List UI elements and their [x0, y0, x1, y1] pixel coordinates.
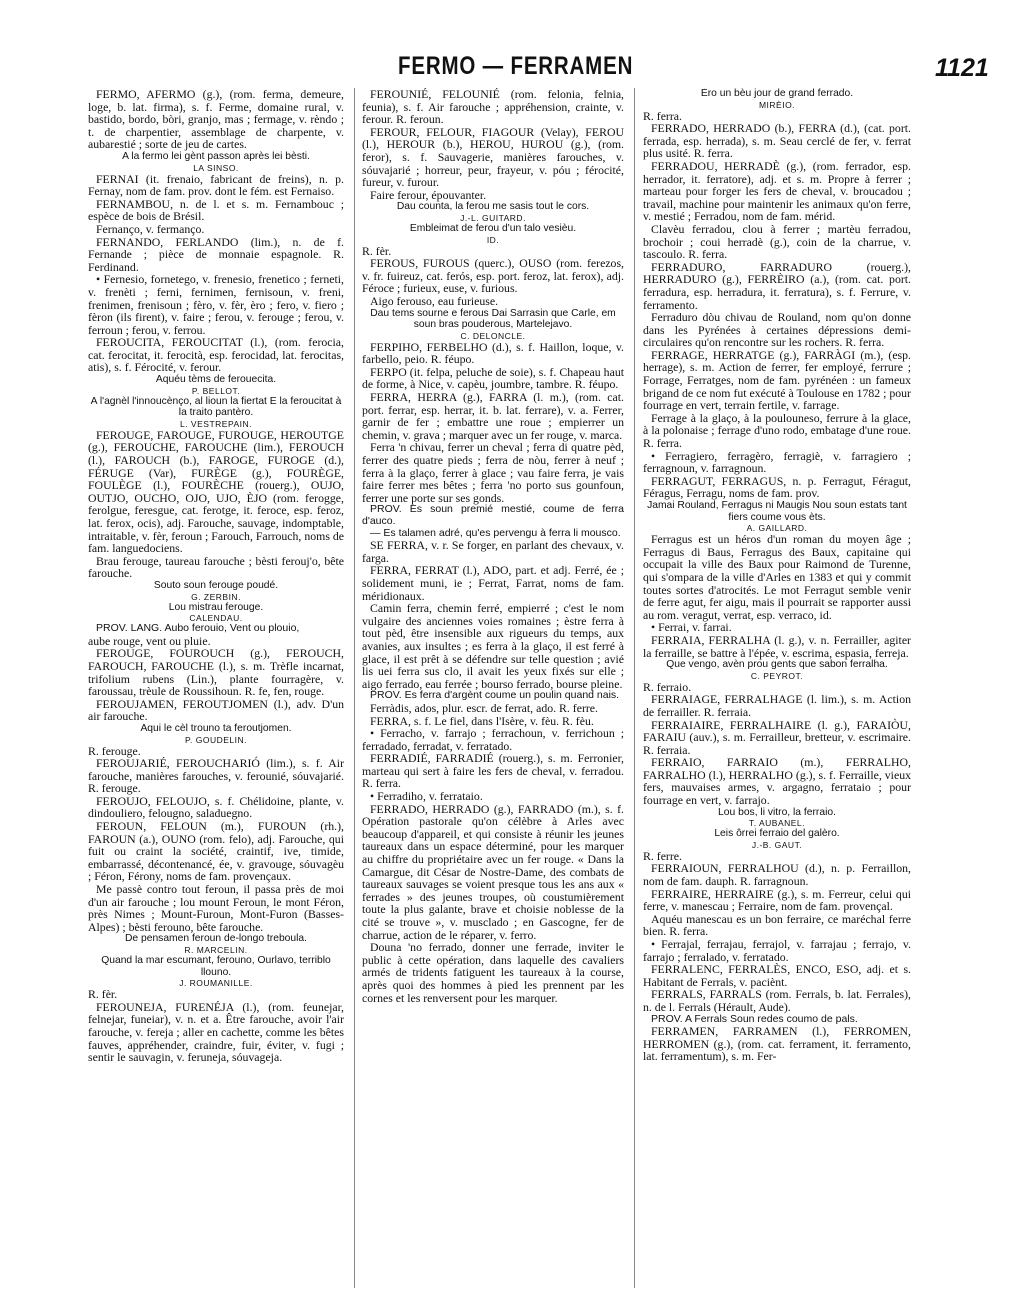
dictionary-entry: • Ferracho, v. farrajo ; ferrachoun, v. ferrichoun ; ferradado, ferradat, v. ferratado. [362, 726, 624, 753]
citation-author: A. GAILLARD. [746, 523, 808, 534]
dictionary-entry: FEROUS, FUROUS (querc.), OUSO (rom. ferezos, v. fr. fuireuz, cat. ferós, esp. port. feroz, lat. ferox), adj. Féroce ; furieux, euse, v. furious. [362, 256, 624, 296]
dictionary-entry: FERRALS, FARRALS (rom. Ferrals, b. lat. Ferrales), n. de l. Ferrals (Hérault, Aude). [643, 987, 911, 1014]
dictionary-column-left [88, 88, 344, 1295]
dictionary-entry: FEROUJO, FELOUJO, s. f. Chélidoine, plante, v. dindouliero, felougno, saladuegno. [88, 793, 344, 821]
dictionary-entry: FERRAGUT, FERRAGUS, n. p. Ferragut, Féragut, Féragus, Ferragu, noms de fam. prov. [643, 473, 911, 501]
dictionary-entry: Faire ferour, épouvanter. [370, 187, 487, 202]
dictionary-entry: FERNAI (it. frenaio, fabricant de freins), n. p. Fernay, nom de fam. prov. dont le fém. est Fernaiso. [88, 171, 344, 199]
citation-author: T. AUBANEL. [748, 818, 806, 829]
dictionary-entry: Ferra 'n chivau, ferrer un cheval ; ferra di quatre pèd, ferrer des quatre pieds ; ferra de nòu, ferrer à neuf ; ferra à la glaço, ferrer à glace ; vau faire ferra, je vais faire ferrer mes bêtes ; ferra 'no porto sus gounfoun, ferrer une porte sur ses gonds. [362, 440, 624, 505]
dictionary-entry: FEROUJARIÉ, FEROUCHARIÓ (lim.), s. f. Air farouche, manières farouches, v. ferounié, sóuvajarié. R. ferouge. [88, 756, 344, 796]
dictionary-entry: FERNANDO, FERLANDO (lim.), n. de f. Fernande ; pièce de monnaie espagnole. R. Ferdinand. [88, 234, 344, 274]
citation-quote: Aqui le cèl trouno ta feroutjomen. [140, 722, 292, 734]
etymology-ref: R. fèr. [362, 243, 392, 258]
dictionary-entry: FEROUJAMEN, FEROUTJOMEN (l.), adv. D'un air farouche. [88, 696, 344, 724]
citation-author: G. ZERBIN. [191, 591, 241, 602]
column-divider [634, 88, 635, 1288]
dictionary-entry: FERPO (it. felpa, peluche de soie), s. f. Chapeau haut de forme, à Nice, v. capèu, joumbre, tambre. R. féupo. [362, 364, 624, 392]
dictionary-entry: FEROUR, FELOUR, FIAGOUR (Velay), FEROU (l.), HEROUR (b.), HEROU, HUROU (g.), (rom. feror), s. f. Sauvagerie, manières farouches, v. sóuvajarié ; horreur, peur, frayeur, v. póu ; férocité, fureur, v. furour. [362, 124, 624, 190]
citation-quote: Souto soun ferouge poudé. [153, 579, 279, 591]
dictionary-entry: FERRADO, HERRADO (g.), FARRADO (m.), s. f. Opération pastorale qu'on célèbre à Arles avec beaucoup d'appareil, et qui consiste à réunir les jeunes taureaux dans un espace déterminé, pour les marquer au chiffre du propriétaire avec un fer rouge. « Dans la Camargue, dit César de Nostre-Dame, des combats de taureaux sauvages se voient presque tous les ans aux « ferrades » des jeunes troupes, où coustumièrement toute la plus galante, brave et choisie noblesse de la cité se trouve », v. musclado ; en Gascogne, fer de charrue, action de le réparer, v. ferro. [362, 801, 624, 942]
dictionary-entry: FERRAIA, FERRALHA (l. g.), v. n. Ferrailler, agiter la ferraille, se battre à l'épée, v. escrima, espasia, ferreja. [643, 632, 911, 660]
dictionary-entry: Ferragus est un héros d'un roman du moyen âge ; Ferragus di Baus, Ferragus des Baux, capitaine qui occupait la ville des Baux pour Raimond de Turenne, qui s'ompara de la ville d'Arles en 1383 et qui y commit toutes sortes d'atrocités. Le mot Ferragut semble venir de ferre agut, fer aigu, mais il pourrait se rapporter aussi au rom. veragut, verrat, esp. verraco, id. [643, 532, 911, 622]
citation-quote: Quand la mar escumant, ferouno, Ourlavo, terriblo llouno. [101, 955, 331, 978]
citation-quote: A l'agnèl l'innoucènço, al lioun la fiertat E la feroucitat à la traito pantèro. [90, 395, 342, 419]
citation-quote: Que vengo, avèn prou gents que sabon ferralha. [666, 659, 888, 671]
dictionary-entry: FERMO, AFERMO (g.), (rom. ferma, demeure, loge, b. lat. firma), s. f. Ferme, domaine rural, v. bastido, bordo, bòri, granjo, mas ; fermage, v. rèndo ; t. de charpentier, assemblage de charpente, v. aubarestié ; sorte de jeu de cartes. [88, 88, 344, 152]
citation-quote: Leis ôrrei ferraio del galèro. [714, 828, 840, 840]
citation-author: C. PEYROT. [750, 670, 804, 681]
dictionary-entry: FERRADO, HERRADO (b.), FERRA (d.), (cat. port. ferrada, esp. herrada), s. m. Seau cerclé de fer, v. ferrat plus usité. R. ferra. [643, 121, 911, 161]
dictionary-entry: Clavèu ferradou, clou à ferrer ; martèu ferradou, brochoir ; coui herradè (g.), coin de la charrue, v. tascoulo. R. ferra. [643, 221, 911, 262]
dictionary-entry: FERRAIRE, HERRAIRE (g.), s. m. Ferreur, celui qui ferre, v. manescau ; Ferraire, nom de fam. provençal. [643, 886, 911, 914]
page-header [0, 52, 1024, 82]
citation-quote: Lou mistrau ferouge. [168, 601, 264, 613]
dictionary-entry: FERRA, s. f. Le fiel, dans l'Isère, v. fèu. R. fèu. [370, 713, 594, 728]
citation-author: R. MARCELIN. [184, 945, 248, 955]
citation-quote: Dau counta, la ferou me sasis tout le cors. [396, 201, 590, 213]
running-title: FERMO — FERRAMEN [398, 52, 634, 80]
citation-author: LA SINSO. [193, 162, 239, 173]
proverb: PROV. LANG. Aubo ferouio, Vent ou plouio, [96, 622, 300, 635]
citation-author: L. VESTREPAIN. [179, 418, 253, 429]
dictionary-entry: Camin ferra, chemin ferré, empierré ; c'est le nom vulgaire des anciennes voies romaines ; èstre ferra à tout pèd, être insensible aux rigueurs du temps, aux avanies, aux insultes ; es ferra à la glaço, il est ferré à glace, il est prêt à se défendre sur telle question ; avié lis uei ferra sus clo, il avait les yeux fixés sur elle ; aigo ferrado, eau ferrée ; bourso ferrado, bourse pleine. [362, 601, 624, 691]
dictionary-entry: • Ferradiho, v. ferrataio. [370, 789, 483, 804]
citation-author: P. GOUDELIN. [184, 734, 248, 745]
dictionary-entry: FERRA, FERRAT (l.), ADO, part. et adj. Ferré, ée ; solidement muni, ie ; Ferrat, Farrat, noms de fam. méridionaux. [362, 563, 624, 603]
page-number: 1121 [935, 54, 989, 82]
dictionary-entry: Aquéu manescau es un bon ferraire, ce maréchal ferre bien. R. ferra. [643, 911, 911, 939]
citation-quote: Aquéu tèms de ferouecita. [155, 374, 277, 386]
citation-quote: Embleimat de ferou d'un talo vesièu. [409, 222, 577, 234]
dictionary-entry: FEROUNIÉ, FELOUNIÉ (rom. felonia, felnia, feunia), s. f. Air farouche ; appréhension, crainte, v. ferour. R. feroun. [362, 88, 624, 127]
etymology-ref: R. ferre. [643, 848, 682, 863]
dictionary-entry: Douna 'no ferrado, donner une ferrade, inviter le public à cette opération, dans laquelle des cavaliers armés de tridents fatiguent les taureaux à la course, après quoi des hommes à pied les prennent par les cornes et les renversent pour les marquer. [362, 940, 624, 1005]
dictionary-entry: • Ferragiero, ferragèro, ferragiè, v. farragiero ; ferragnoun, v. farragnoun. [643, 448, 911, 476]
dictionary-entry: FERRAIAIRE, FERRALHAIRE (l. g.), FARAIÒU, FARAIU (auv.), s. m. Ferrailleur, bretteur, v. escrimaire. R. ferraia. [643, 717, 911, 757]
citation-quote: Jamai Rouland, Ferragus ni Maugis Nou soun estats tant fiers coume vous èts. [647, 500, 907, 523]
dictionary-entry: FERRALENC, FERRALÈS, ENCO, ESO, adj. et s. Habitant de Ferrals, v. paciènt. [643, 962, 911, 989]
citation-author: CALENDAU. [189, 613, 243, 624]
proverb: PROV. A Ferrals Soun redes coumo de pals. [651, 1012, 858, 1025]
dictionary-entry: FERRADIÉ, FARRADIÉ (rouerg.), s. m. Ferronier, marteau qui sert à faire les fers de cheval, v. ferradou. R. ferra. [362, 751, 624, 791]
proverb: — Es talamen adré, qu'es pervengu à ferra li mousco. [370, 526, 621, 539]
citation-quote: Èro un bèu jour de grand ferrado. [700, 88, 854, 99]
dictionary-entry: FERRAIO, FARRAIO (m.), FERRALHO, FARRALHO (l.), HERRALHO (g.), s. f. Ferraille, vieux fers, mauvaises armes, v. argagno, ferrataio ; pour fourrage en vert, v. farrajo. [643, 755, 911, 808]
etymology-ref: R. fèr. [88, 987, 118, 1002]
citation-author: J.-L. GUITARD. [460, 212, 526, 223]
dictionary-entry: Ferràdis, ados, plur. escr. de ferrat, ado. R. ferre. [370, 700, 598, 715]
dictionary-entry: FERNAMBOU, n. de l. et s. m. Fernambouc ; espèce de bois de Brésil. [88, 196, 344, 224]
citation-author: J.-B. GAUT. [751, 839, 803, 850]
dictionary-entry: Ferrage à la glaço, à la poulouneso, ferrure à la glace, à la polonaise ; ferrage d'uno rodo, embatage d'une roue. R. ferra. [643, 410, 911, 451]
citation-author: ID. [486, 234, 500, 245]
dictionary-entry: FERRADURO, FARRADURO (rouerg.), HERRADURO (g.), FERRÈIRO (a.), (rom. cat. port. ferradura, esp. herradura, it. ferratura), s. f. Ferrure, v. ferramento. [643, 259, 911, 312]
citation-quote: De pensamen feroun de-longo treboula. [124, 933, 308, 945]
dictionary-entry: FERRAGE, HERRATGE (g.), FARRÀGI (m.), (esp. herrage), s. m. Action de ferrer, fer employé, ferrure ; Forrage, Ferratges, nom de fam. pyrénéen : un fameux brigand de ce nom fut exécuté à Toulouse en 1782 ; pour fourrage en vert, terrain fertile, v. farrage. [643, 347, 911, 413]
dictionary-entry: FERRAMEN, FARRAMEN (l.), FERROMEN, HERROMEN (g.), (rom. cat. ferrament, it. ferramento, lat. ferramentum), s. m. Fer- [643, 1024, 911, 1064]
citation-quote: Dau tems sourne e ferous Dai Sarrasin que Carle, em soun bras pouderous, Martelejavo. [370, 307, 616, 331]
dictionary-entry: FERRA, HERRA (g.), FARRA (l. m.), (rom. cat. port. ferrar, esp. herrar, it. b. lat. ferrare), v. a. Ferrer, garnir de fer ; embattre une roue ; empierrer un chemin, v. grava ; marquer avec un fer rouge, v. marca. [362, 390, 624, 442]
citation-author: P. BELLOT. [191, 385, 241, 396]
dictionary-entry: FEROUNEJA, FURENÉJA (l.), (rom. feunejar, felnejar, funeiar), v. n. et a. Être farouche, avoir l'air farouche, v. fereja ; aller en cachette, comme les bêtes fauves, appréhender, craindre, fuir, éviter, v. fugi ; sentir le sauvagin, v. feruneja, sóuvageja. [88, 999, 344, 1065]
dictionary-column-middle [362, 88, 624, 1295]
dictionary-entry: Ferraduro dòu chivau de Rouland, nom qu'on donne dans les Pyrénées à certaines dépressions demi-circulaires qu'on rencontre sur les rochers. R. ferra. [643, 310, 911, 350]
dictionary-entry: • Fernesio, fornetego, v. frenesio, frenetico ; ferneti, v. frenèti ; ferni, fernimen, fernisoun, v. freni, frenimen, frenisoun ; fèro, v. fèr, èro ; fero, v. fiero ; fèron (ils firent), v. faire ; ferou, v. ferouge ; ferou, v. ferroun ; ferou, v. ferrou. [88, 272, 344, 337]
dictionary-entry: • Ferrai, v. farrai. [651, 620, 732, 635]
dictionary-entry: FERRAIAGE, FERRALHAGE (l. lim.), s. m. Action de ferrailler. R. ferraia. [643, 692, 911, 719]
dictionary-entry: Brau ferouge, taureau farouche ; bèsti ferouj'o, bête farouche. [88, 553, 344, 581]
etymology-ref: R. ferra. [643, 108, 682, 123]
etymology-ref: R. ferraio. [643, 679, 692, 694]
citation-author: MIRÈIO. [758, 99, 796, 110]
dictionary-entry: FEROUGE, FOUROUCH (g.), FEROUCH, FAROUCH, FAROUCHE (l.), s. m. Trèfle incarnat, trifolium rubens (Lin.), plante fourragère, v. faroussau, trèule de Roussihoun. R. fe, fen, rouge. [88, 646, 344, 699]
dictionary-entry: FEROUN, FELOUN (m.), FUROUN (rh.), FAROUN (a.), OUNO (rom. felo), adj. Farouche, qui fuit ou craint la société, craintif, ive, timide, embarrassé, décontenancé, ée, v. gravouge, sóuvagèu ; Féron, Férony, noms de fam. provençaux. [88, 819, 344, 884]
dictionary-entry: Me passè contro tout feroun, il passa près de moi d'un air farouche ; lou mount Feroun, le mont Féron, près Nimes ; Mount-Furoun, Mont-Furon (Basses-Alpes) ; bèsti ferouno, bête farouche. [88, 882, 344, 934]
citation-quote: A la fermo lei gènt passon après lei bèsti. [122, 150, 310, 162]
column-divider [354, 88, 355, 1288]
dictionary-entry: • Ferrajal, ferrajau, ferrajol, v. farrajau ; ferrajo, v. farrajo ; ferralado, v. ferratado. [643, 937, 911, 964]
citation-quote: Lou bos, li vitro, la ferraio. [718, 806, 836, 818]
dictionary-entry: FERRADOU, HERRADÈ (g.), (rom. ferrador, esp. herrador, it. ferratore), adj. et s. m. Propre à ferrer ; marteau pour forger les fers de cheval, v. broucadou ; travail, machine pour maintenir les animaux qu'on ferre, v. mestié ; Ferradou, nom de fam. mérid. [643, 158, 911, 224]
etymology-ref: R. ferouge. [88, 743, 141, 758]
dictionary-entry: Aigo ferouso, eau furieuse. [370, 293, 499, 308]
dictionary-entry: FEROUCITA, FEROUCITAT (l.), (rom. ferocia, cat. ferocitat, it. ferocità, esp. ferocidad, lat. ferocitas, atis), s. f. Férocité, v. ferour. [88, 335, 344, 375]
citation-author: C. DELONCLE. [460, 330, 526, 341]
proverb: PROV. Es soun premié mestié, coume de ferra d'auco. [362, 503, 624, 527]
etymology-ref: aube rouge, vent ou pluie. [88, 633, 211, 648]
citation-author: J. ROUMANILLE. [179, 978, 253, 989]
dictionary-entry: Fernanço, v. fermanço. [96, 221, 205, 236]
dictionary-column-right [643, 88, 911, 1295]
dictionary-entry: FERRAIOUN, FERRALHOU (d.), n. p. Ferraillon, nom de fam. dauph. R. farragnoun. [643, 861, 911, 889]
dictionary-entry: FERPIHO, FERBELHO (d.), s. f. Haillon, loque, v. farbello, peio. R. féupo. [362, 339, 624, 367]
dictionary-entry: SE FERRA, v. r. Se forger, en parlant des chevaux, v. farga. [362, 538, 624, 565]
proverb: PROV. Es ferra d'argènt coume un poulin quand nais. [370, 689, 620, 702]
dictionary-entry: FEROUGE, FAROUGE, FUROUGE, HEROUTGE (g.), FEROUCHE, FAROUCHE (lim.), FEROUCH (l.), FAROUCH (b.), FAROGE, FUROGE (d.), FÉRUGE (Var), FURÈGE (g.), FOURÈGE, FOULÈGE (l.), FOURÈCHE (rouerg.), OUJO, OUTJO, OUCHO, OJO, UJO, ÈJO (rom. ferogge, ferolgue, feresgue, cat. ferotge, it. feroce, esp. feroz, lat. ferox, ocis), adj. Farouche, sauvage, indomptable, intraitable, v. fèr, feroun ; Farouch, Farrouch, noms de fam. languedociens. [88, 427, 344, 556]
